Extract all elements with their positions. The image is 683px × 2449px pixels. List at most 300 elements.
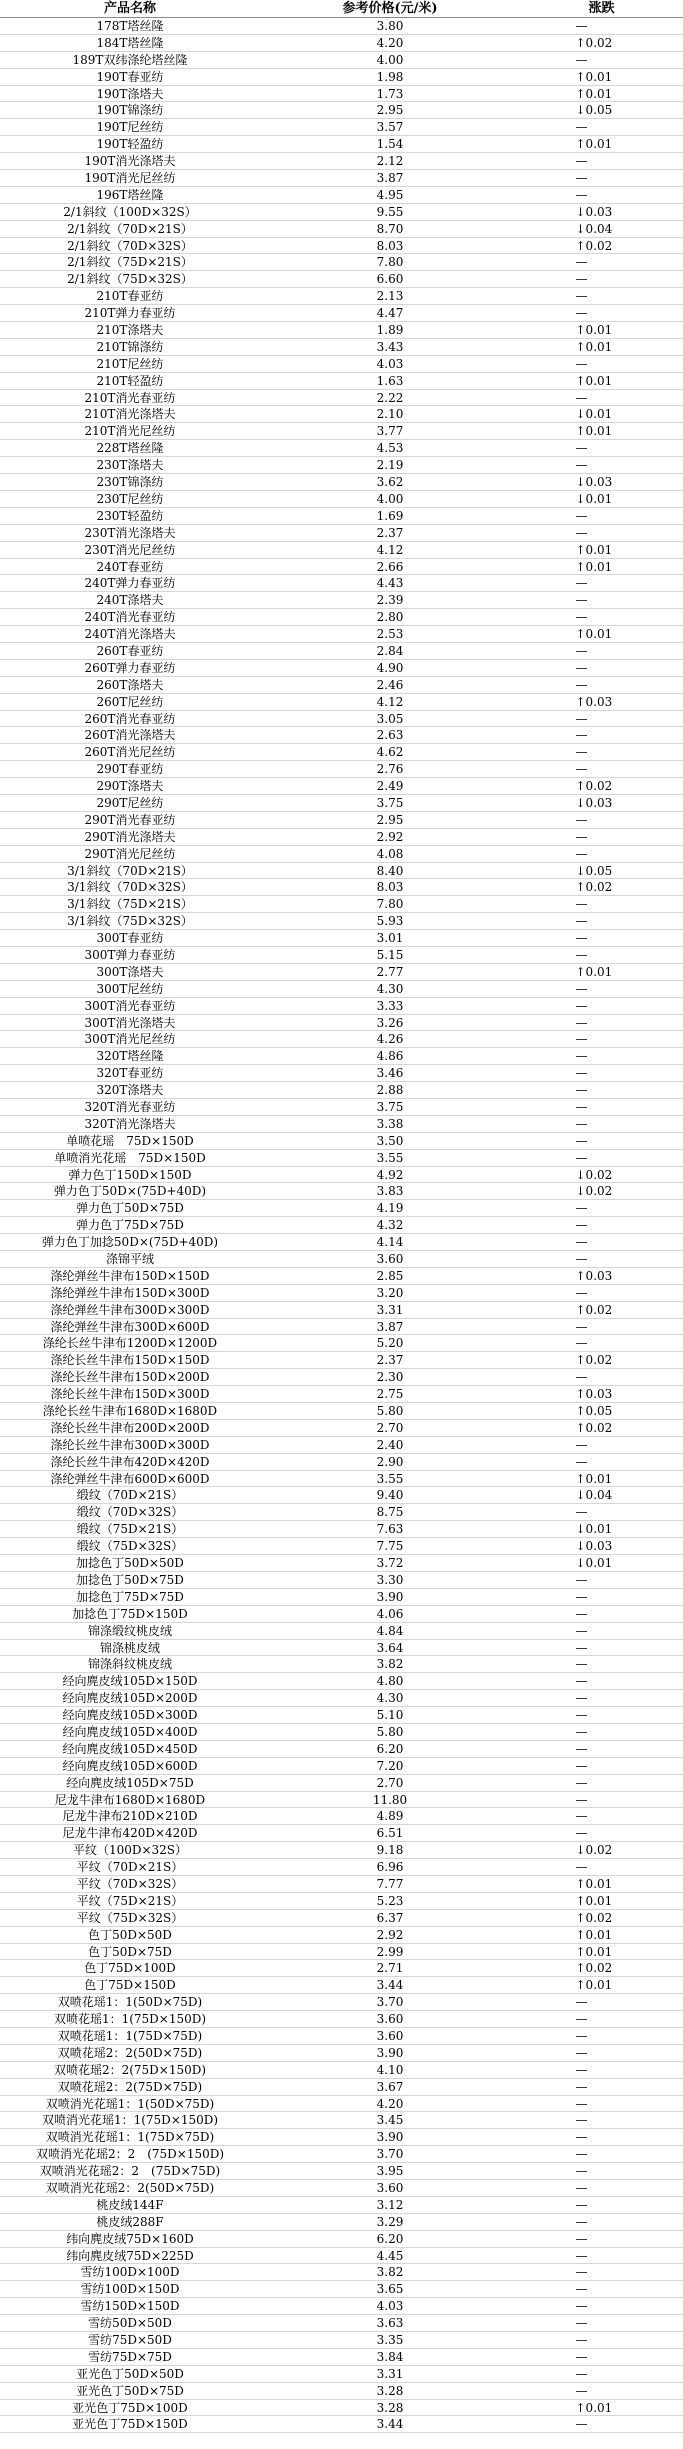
header-name: 产品名称	[103, 1, 156, 16]
price-change: —	[575, 1860, 588, 1875]
product-name: 190T尼丝纺	[96, 120, 164, 135]
product-price: 2.53	[376, 627, 404, 642]
product-name: 240T消光春亚纺	[84, 610, 176, 625]
price-change-cell	[520, 1352, 683, 1368]
product-price: 3.26	[376, 1015, 404, 1030]
product-price: 5.80	[376, 1404, 404, 1419]
product-name: 210T涤塔夫	[96, 323, 164, 338]
table-row	[0, 1150, 683, 1167]
price-change: —	[575, 897, 588, 912]
product-price: 4.43	[376, 576, 404, 591]
product-price: 1.69	[376, 508, 404, 523]
product-price: 2.30	[376, 1370, 404, 1385]
product-price: 1.54	[376, 137, 404, 152]
product-price: 3.31	[376, 1302, 404, 1317]
price-change: —	[575, 1674, 588, 1689]
product-price: 3.80	[376, 19, 404, 33]
product-price: 6.51	[376, 1826, 404, 1841]
price-change: —	[575, 2130, 588, 2145]
product-price: 5.15	[376, 947, 404, 962]
product-name: 平纹（75D×21S）	[76, 1893, 184, 1908]
table-row	[0, 1792, 683, 1809]
price-change-cell	[520, 457, 683, 473]
table-row	[0, 69, 683, 86]
table-row	[0, 1285, 683, 1302]
table-row	[0, 1707, 683, 1724]
product-price: 3.44	[376, 1978, 404, 1993]
table-row	[0, 2248, 683, 2265]
table-row	[0, 677, 683, 694]
price-change: ↓0.05	[575, 103, 613, 118]
table-row	[0, 1352, 683, 1369]
table-body	[0, 18, 683, 2433]
price-change: —	[575, 1775, 588, 1790]
price-change-cell	[520, 288, 683, 304]
table-row	[0, 1471, 683, 1488]
price-change-cell	[520, 2028, 683, 2044]
table-row	[0, 812, 683, 829]
product-name: 雪纺75D×75D	[88, 2349, 172, 2364]
price-change-cell	[520, 2349, 683, 2365]
price-change: —	[575, 2316, 588, 2331]
product-price: 3.75	[376, 1100, 404, 1114]
price-change: ↓0.03	[575, 795, 613, 810]
product-price: 9.18	[376, 1843, 404, 1858]
product-price: 4.84	[376, 1623, 404, 1638]
table-row	[0, 2112, 683, 2129]
price-change-cell	[520, 2011, 683, 2027]
table-row	[0, 2180, 683, 2197]
table-row	[0, 1099, 683, 1116]
product-name: 3/1斜纹（75D×21S）	[67, 897, 193, 912]
product-name: 189T双纬涤纶塔丝隆	[72, 52, 188, 67]
product-price: 2.37	[376, 1353, 404, 1368]
product-price: 4.53	[376, 441, 404, 456]
product-name: 弹力色丁加捻50D×(75D+40D)	[41, 1235, 219, 1250]
product-name: 缎纹（75D×21S）	[76, 1522, 184, 1537]
product-price: 5.23	[376, 1893, 404, 1908]
table-row	[0, 271, 683, 288]
table-row	[0, 846, 683, 863]
product-price: 4.95	[376, 187, 404, 202]
product-price: 1.89	[376, 323, 404, 338]
product-name: 弹力色丁50D×75D	[76, 1201, 184, 1216]
product-price: 3.60	[376, 2012, 404, 2027]
product-name: 3/1斜纹（75D×32S）	[67, 914, 193, 929]
price-change-cell	[520, 2163, 683, 2179]
product-price: 3.82	[376, 1657, 404, 1672]
price-change-cell	[520, 981, 683, 997]
product-price: 6.37	[376, 1910, 404, 1925]
product-price: 7.20	[376, 1758, 404, 1773]
product-name: 双喷消光花瑶1：1(75D×75D)	[45, 2130, 215, 2145]
product-name: 260T消光涤塔夫	[84, 728, 176, 743]
price-change: —	[575, 643, 588, 658]
table-row	[0, 1944, 683, 1961]
product-price: 9.40	[376, 1488, 404, 1503]
price-change: ↑0.03	[575, 1387, 613, 1402]
price-change-cell	[520, 1960, 683, 1976]
price-change-cell	[520, 559, 683, 575]
product-name: 缎纹（70D×32S）	[76, 1505, 184, 1520]
price-change: —	[575, 1792, 588, 1807]
table-row	[0, 305, 683, 322]
product-name: 190T消光涤塔夫	[84, 154, 176, 169]
table-row	[0, 457, 683, 474]
product-price: 3.95	[376, 2164, 404, 2179]
product-price: 3.01	[376, 931, 404, 946]
product-price: 2.92	[376, 1927, 404, 1942]
price-change-cell	[520, 440, 683, 456]
product-name: 涤纶弹丝牛津布600D×600D	[50, 1471, 210, 1486]
table-row	[0, 1623, 683, 1640]
price-change: —	[575, 255, 588, 270]
product-price: 4.06	[376, 1606, 404, 1621]
table-row	[0, 998, 683, 1015]
price-change: —	[575, 2366, 588, 2381]
price-change: ↓0.05	[575, 863, 613, 878]
product-name: 经向麂皮绒105D×600D	[62, 1758, 198, 1773]
price-change-cell	[520, 2298, 683, 2314]
table-row	[0, 947, 683, 964]
product-price: 3.70	[376, 2147, 404, 2162]
product-price: 7.75	[376, 1539, 404, 1554]
header-price: 参考价格(元/米)	[342, 1, 438, 16]
product-price: 2.22	[376, 390, 404, 405]
product-name: 2/1斜纹（70D×32S）	[67, 238, 193, 253]
price-change-cell	[520, 1471, 683, 1487]
product-name: 190T锦涤纺	[96, 103, 164, 118]
price-change: —	[575, 19, 588, 33]
table-row	[0, 1555, 683, 1572]
product-name: 290T尼丝纺	[96, 795, 164, 810]
product-name: 190T春亚纺	[96, 69, 164, 84]
product-name: 经向麂皮绒105D×400D	[62, 1724, 198, 1739]
price-change-cell	[520, 238, 683, 254]
price-change-cell	[520, 406, 683, 422]
price-change-cell	[520, 1403, 683, 1419]
table-row	[0, 35, 683, 52]
price-change-cell	[520, 1775, 683, 1791]
price-change-cell	[520, 1876, 683, 1892]
price-change: —	[575, 289, 588, 304]
product-price: 1.73	[376, 86, 404, 101]
price-change-cell	[520, 1758, 683, 1774]
price-change: ↓0.01	[575, 1522, 613, 1537]
table-row	[0, 1758, 683, 1775]
product-name: 230T涤塔夫	[96, 458, 164, 473]
price-change: —	[575, 187, 588, 202]
table-row	[0, 964, 683, 981]
product-name: 涤纶弹丝牛津布150D×300D	[50, 1285, 210, 1300]
product-name: 加捻色丁50D×50D	[76, 1556, 184, 1571]
product-price: 3.28	[376, 2383, 404, 2398]
product-price: 3.77	[376, 424, 404, 439]
price-change-cell	[520, 2045, 683, 2061]
price-change: —	[575, 1015, 588, 1030]
product-name: 平纹（100D×32S）	[72, 1843, 188, 1858]
price-change-cell	[520, 1656, 683, 1672]
product-name: 平纹（70D×21S）	[76, 1860, 184, 1875]
price-change: —	[575, 1708, 588, 1723]
product-price: 1.98	[376, 69, 404, 84]
price-change-cell	[520, 1741, 683, 1757]
price-change: —	[575, 998, 588, 1013]
price-change: ↑0.02	[575, 1353, 613, 1368]
price-change-cell	[520, 727, 683, 743]
product-name: 锦涤斜纹桃皮绒	[87, 1657, 172, 1672]
product-name: 3/1斜纹（70D×21S）	[67, 863, 193, 878]
product-name: 锦涤缎纹桃皮绒	[87, 1623, 172, 1638]
price-change-cell	[520, 1640, 683, 1656]
price-change-cell	[520, 271, 683, 287]
product-name: 加捻色丁75D×150D	[72, 1606, 188, 1621]
table-row	[0, 592, 683, 609]
price-change: —	[575, 1454, 588, 1469]
table-row	[0, 2231, 683, 2248]
product-price: 2.75	[376, 1387, 404, 1402]
price-change-cell	[520, 846, 683, 862]
price-change: ↓0.02	[575, 1843, 613, 1858]
product-name: 210T消光尼丝纺	[84, 424, 176, 439]
table-row	[0, 795, 683, 812]
product-price: 4.20	[376, 35, 404, 50]
price-change-cell	[520, 18, 683, 34]
price-change-cell	[520, 1285, 683, 1301]
table-row	[0, 254, 683, 271]
price-change-cell	[520, 1335, 683, 1351]
table-row	[0, 1673, 683, 1690]
product-name: 涤纶长丝牛津布150D×200D	[50, 1370, 210, 1385]
price-change-cell	[520, 1825, 683, 1841]
product-name: 240T弹力春亚纺	[84, 576, 176, 591]
price-change-cell	[520, 812, 683, 828]
price-change-cell	[520, 863, 683, 879]
price-change: —	[575, 272, 588, 287]
product-price: 3.90	[376, 2130, 404, 2145]
product-name: 260T消光尼丝纺	[84, 745, 176, 760]
price-change: ↓0.01	[575, 491, 613, 506]
price-change: —	[575, 2164, 588, 2179]
price-change-cell	[520, 778, 683, 794]
price-change-cell	[520, 1792, 683, 1808]
price-change-cell	[520, 2231, 683, 2247]
product-name: 260T消光春亚纺	[84, 711, 176, 726]
product-price: 4.00	[376, 52, 404, 67]
product-price: 2.66	[376, 559, 404, 574]
price-change: —	[575, 508, 588, 523]
product-price: 4.03	[376, 356, 404, 371]
table-row	[0, 322, 683, 339]
price-change-cell	[520, 2400, 683, 2416]
product-name: 210T消光春亚纺	[84, 390, 176, 405]
product-price: 7.77	[376, 1876, 404, 1891]
price-change: —	[575, 1319, 588, 1334]
price-change-cell	[520, 1217, 683, 1233]
product-price: 4.62	[376, 745, 404, 760]
price-change-cell	[520, 879, 683, 895]
table-row	[0, 1775, 683, 1792]
price-change-cell	[520, 2180, 683, 2196]
table-row	[0, 508, 683, 525]
product-price: 3.72	[376, 1556, 404, 1571]
table-row	[0, 1521, 683, 1538]
product-price: 3.75	[376, 795, 404, 810]
product-price: 4.10	[376, 2062, 404, 2077]
table-row	[0, 1015, 683, 1032]
price-change-cell	[520, 1031, 683, 1047]
table-row	[0, 863, 683, 880]
price-change-cell	[520, 1707, 683, 1723]
price-change-cell	[520, 1116, 683, 1132]
price-change: —	[575, 1758, 588, 1773]
table-row	[0, 1386, 683, 1403]
table-row	[0, 2400, 683, 2417]
product-name: 雪纺150D×150D	[80, 2299, 180, 2314]
product-name: 双喷消光花瑶2：2 (75D×75D)	[39, 2164, 221, 2179]
price-change: —	[575, 2096, 588, 2111]
table-row	[0, 778, 683, 795]
price-change: —	[575, 2248, 588, 2263]
product-price: 2.13	[376, 289, 404, 304]
price-change: —	[575, 52, 588, 67]
product-name: 196T塔丝隆	[96, 187, 164, 202]
product-price: 5.20	[376, 1336, 404, 1351]
price-change: —	[575, 356, 588, 371]
price-change: —	[575, 745, 588, 760]
price-change-cell	[520, 761, 683, 777]
table-row	[0, 1487, 683, 1504]
table-row	[0, 1302, 683, 1319]
price-change: ↑0.01	[575, 627, 613, 642]
price-change: ↑0.01	[575, 1978, 613, 1993]
price-change: —	[575, 171, 588, 186]
price-change-cell	[520, 1048, 683, 1064]
product-price: 2.19	[376, 458, 404, 473]
product-name: 双喷消光花瑶2：2 (75D×150D)	[35, 2147, 225, 2162]
price-change-cell	[520, 1386, 683, 1402]
product-name: 亚光色丁50D×75D	[76, 2383, 184, 2398]
product-name: 260T涤塔夫	[96, 677, 164, 692]
product-name: 290T春亚纺	[96, 762, 164, 777]
price-change: —	[575, 576, 588, 591]
table-row	[0, 1082, 683, 1099]
price-change: —	[575, 1370, 588, 1385]
product-price: 3.87	[376, 1319, 404, 1334]
table-row	[0, 1217, 683, 1234]
price-change-cell	[520, 204, 683, 220]
table-row	[0, 102, 683, 119]
price-change-cell	[520, 964, 683, 980]
product-price: 2.92	[376, 829, 404, 844]
product-price: 3.31	[376, 2366, 404, 2381]
product-price: 2.85	[376, 1268, 404, 1283]
product-name: 涤纶长丝牛津布420D×420D	[50, 1454, 210, 1469]
table-row	[0, 1859, 683, 1876]
table-row	[0, 913, 683, 930]
product-name: 230T消光尼丝纺	[84, 542, 176, 557]
product-name: 尼龙牛津布210D×210D	[62, 1809, 198, 1824]
price-change: ↑0.05	[575, 1404, 613, 1419]
price-change-cell	[520, 1808, 683, 1824]
price-change: —	[575, 1657, 588, 1672]
price-change-cell	[520, 170, 683, 186]
product-price: 2.39	[376, 593, 404, 608]
product-name: 240T消光涤塔夫	[84, 627, 176, 642]
table-row	[0, 660, 683, 677]
table-row	[0, 1876, 683, 1893]
price-change-cell	[520, 1521, 683, 1537]
price-change: —	[575, 1724, 588, 1739]
product-name: 雪纺100D×100D	[80, 2265, 180, 2280]
price-change-cell	[520, 2416, 683, 2432]
price-change-cell	[520, 1369, 683, 1385]
price-change: —	[575, 1116, 588, 1131]
product-name: 240T涤塔夫	[96, 593, 164, 608]
product-price: 5.93	[376, 914, 404, 929]
table-row	[0, 1065, 683, 1082]
table-row	[0, 373, 683, 390]
table-row	[0, 187, 683, 204]
price-change-cell	[520, 2112, 683, 2128]
price-change: ↑0.01	[575, 542, 613, 557]
price-change: ↑0.03	[575, 694, 613, 709]
product-price: 2.88	[376, 1083, 404, 1098]
price-change: ↓0.02	[575, 1167, 613, 1182]
product-name: 经向麂皮绒105D×450D	[62, 1741, 198, 1756]
price-change-cell	[520, 1251, 683, 1267]
table-row	[0, 2062, 683, 2079]
product-price: 4.12	[376, 694, 404, 709]
product-name: 锦涤桃皮绒	[99, 1640, 160, 1655]
product-price: 7.80	[376, 897, 404, 912]
product-name: 230T尼丝纺	[96, 491, 164, 506]
price-change: ↑0.02	[575, 1420, 613, 1435]
price-change-cell	[520, 1944, 683, 1960]
price-change-cell	[520, 575, 683, 591]
price-change-cell	[520, 1538, 683, 1554]
product-name: 涤纶长丝牛津布200D×200D	[50, 1420, 210, 1435]
price-change: —	[575, 2383, 588, 2398]
price-change-cell	[520, 1589, 683, 1605]
product-price: 2.95	[376, 812, 404, 827]
price-change: —	[575, 762, 588, 777]
price-change-cell	[520, 1724, 683, 1740]
price-change-cell	[520, 660, 683, 676]
price-change: —	[575, 981, 588, 996]
product-name: 300T尼丝纺	[96, 981, 164, 996]
price-change: —	[575, 2299, 588, 2314]
price-change-cell	[520, 1487, 683, 1503]
price-change-cell	[520, 2281, 683, 2297]
product-price: 4.92	[376, 1167, 404, 1182]
table-row	[0, 1572, 683, 1589]
product-name: 尼龙牛津布420D×420D	[62, 1826, 198, 1841]
table-row	[0, 1504, 683, 1521]
price-change-cell	[520, 1268, 683, 1284]
price-change: ↑0.02	[575, 238, 613, 253]
price-change: —	[575, 914, 588, 929]
price-change-cell	[520, 1859, 683, 1875]
table-row	[0, 2163, 683, 2180]
price-change: —	[575, 1741, 588, 1756]
product-name: 320T涤塔夫	[96, 1083, 164, 1098]
price-change: —	[575, 154, 588, 169]
product-name: 单喷消光花瑶 75D×150D	[54, 1150, 206, 1165]
price-change: ↓0.03	[575, 204, 613, 219]
table-row	[0, 288, 683, 305]
price-change-cell	[520, 2315, 683, 2331]
